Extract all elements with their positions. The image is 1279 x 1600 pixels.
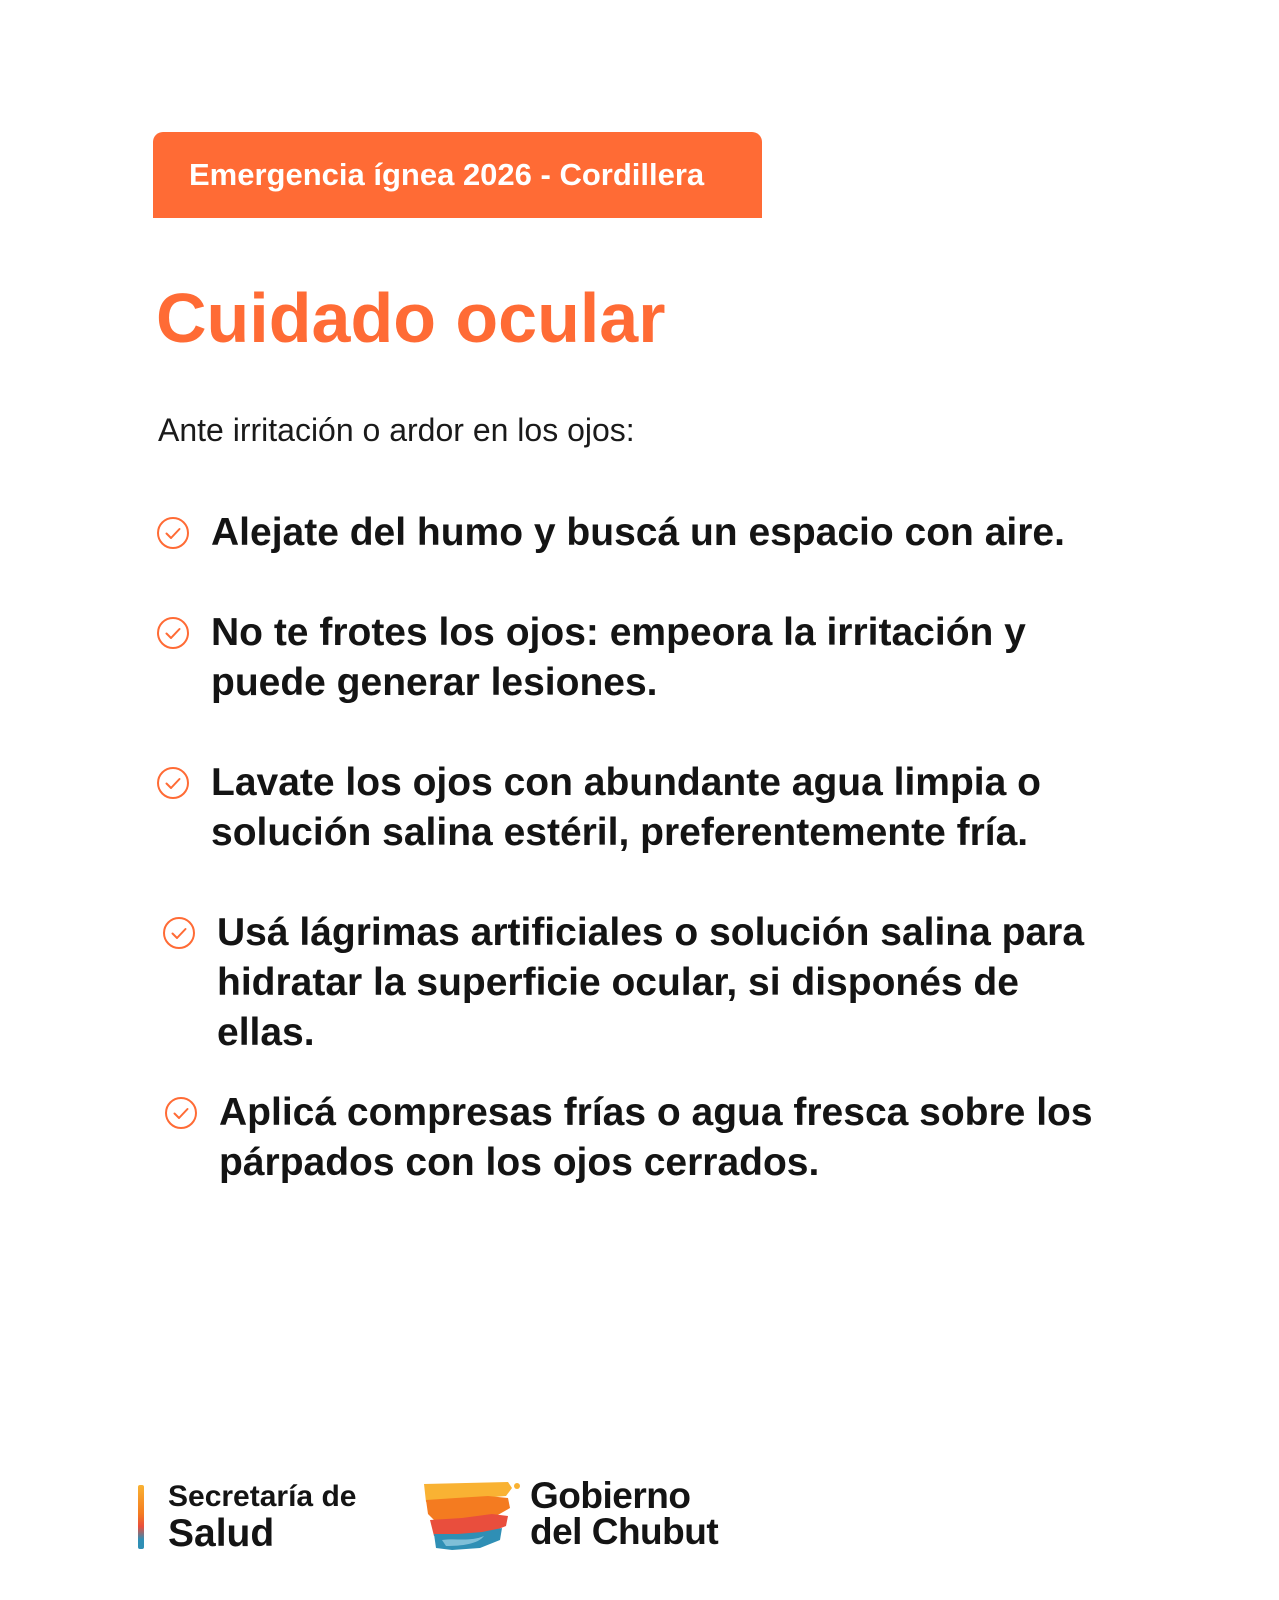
check-circle-icon — [156, 766, 190, 800]
secretaria-label: Secretaría de — [168, 1480, 357, 1513]
list-item-text: No te frotes los ojos: empeora la irritación y puede generar lesiones. — [211, 611, 1026, 704]
list-item-text: Aplicá compresas frías o agua fresca sobre los párpados con los ojos cerrados. — [219, 1091, 1093, 1184]
check-circle-icon — [164, 1096, 198, 1130]
page-title: Cuidado ocular — [156, 279, 666, 357]
intro-text: Ante irritación o ardor en los ojos: — [158, 412, 635, 448]
check-circle-icon — [162, 916, 196, 950]
list-item-text: Lavate los ojos con abundante agua limpia o solución salina estéril, preferentemente fría. — [211, 761, 1041, 854]
check-circle-icon — [156, 616, 190, 650]
list-item-text: Usá lágrimas artificiales o solución salina para hidratar la superficie ocular, si disponés de ellas. — [217, 911, 1085, 1054]
chubut-map-logo-icon — [422, 1480, 522, 1552]
category-badge: Emergencia ígnea 2026 - Cordillera — [153, 132, 762, 218]
secretaria-name: Salud — [168, 1512, 275, 1555]
list-item-text: Alejate del humo y buscá un espacio con aire. — [211, 511, 1065, 554]
gobierno-line1: Gobierno — [530, 1475, 691, 1516]
secretaria-color-bar — [138, 1485, 144, 1549]
gobierno-line2: del Chubut — [530, 1511, 719, 1552]
check-circle-icon — [156, 516, 190, 550]
